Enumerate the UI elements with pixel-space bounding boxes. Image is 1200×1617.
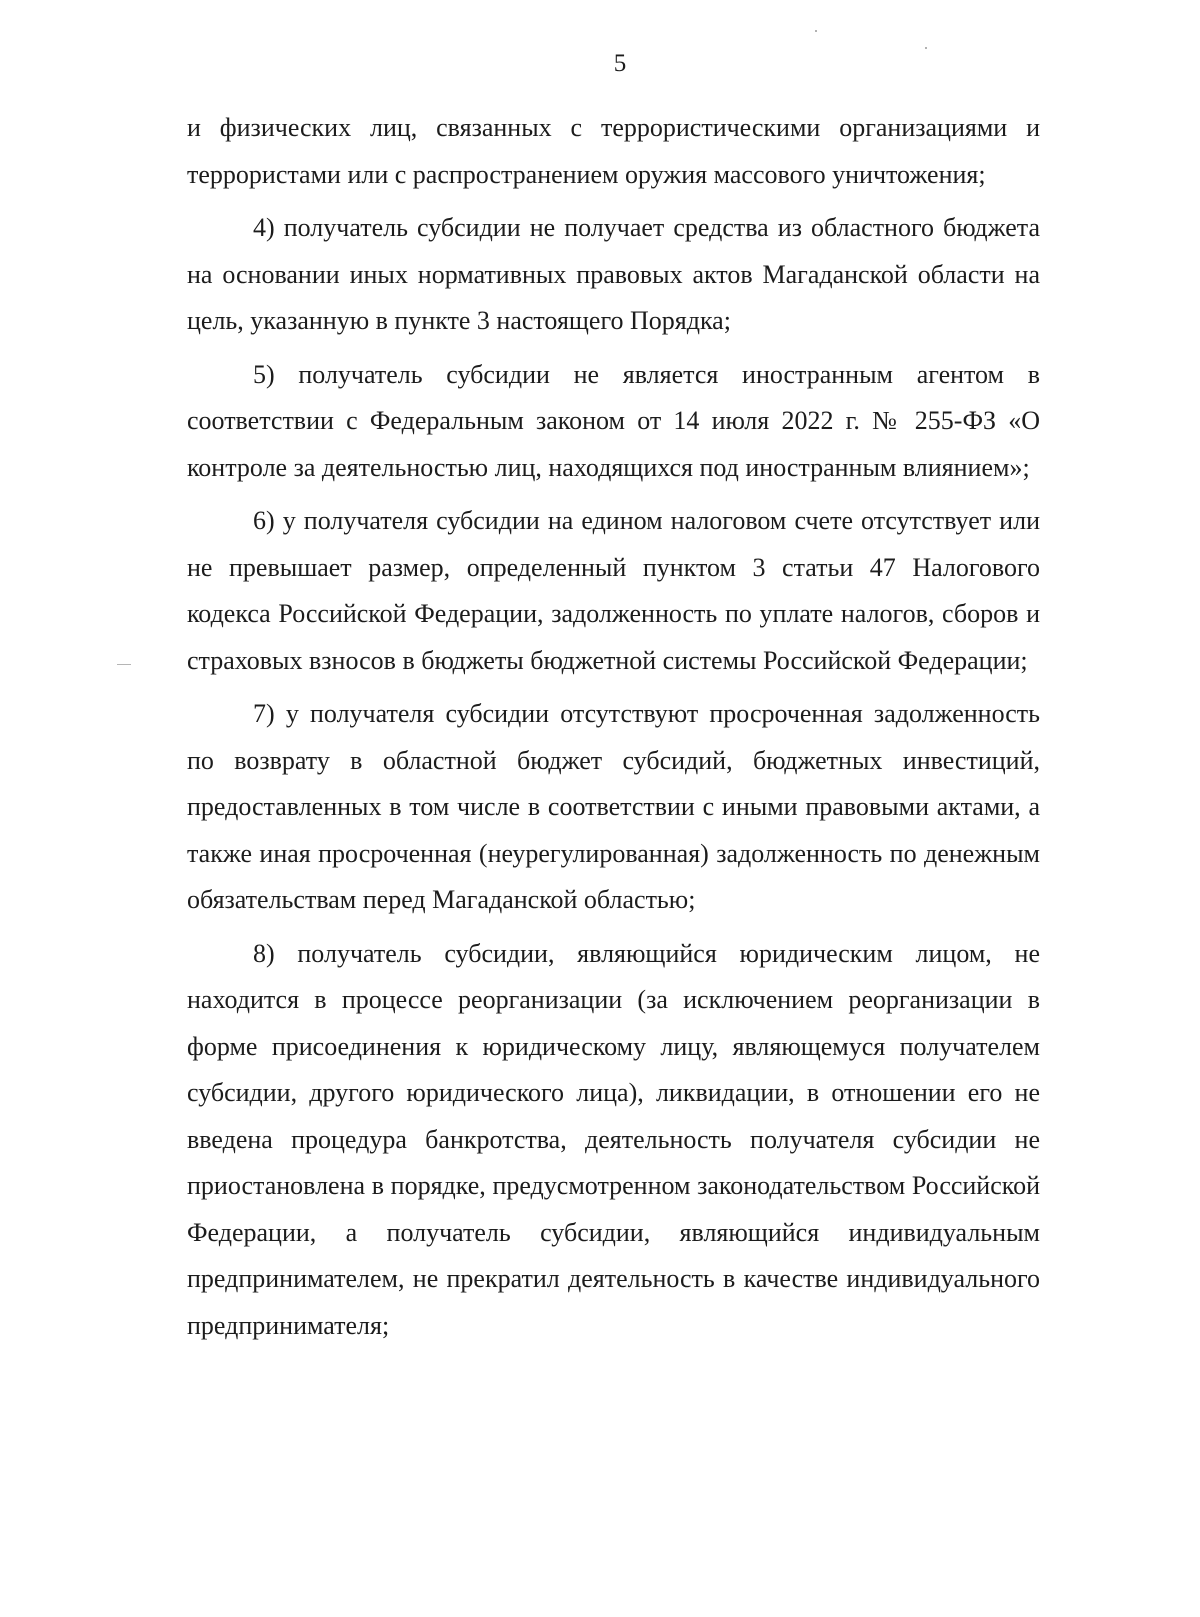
document-body [187, 105, 1040, 1349]
scan-speck [815, 30, 817, 32]
paragraph-item-6: 6) у получателя субсидии на едином налоговом счете отсутствует или не превышает размер, определенный пунктом 3 статьи 47 Налогового кодекса Российской Федерации, задолженность по уплате налогов, сборов и страховых взносов в бюджеты бюджетной системы Российской Федерации; [187, 506, 1040, 675]
page-number: 5 [613, 50, 627, 77]
paragraph-item-5: 5) получатель субсидии не является иностранным агентом в соответствии с Федеральным законом от 14 июля 2022 г. № 255-ФЗ «О контроле за деятельностью лиц, находящихся под иностранным влиянием»; [187, 359, 1040, 482]
paragraph-continuation: и физических лиц, связанных с террористическими организациями и террористами или с распространением оружия массового уничтожения; [187, 113, 1040, 189]
paragraph-item-8: 8) получатель субсидии, являющийся юридическим лицом, не находится в процессе реорганизации (за исключением реорганизации в форме присоединения к юридическому лицу, являющемуся получателем субсидии, другого юридического лица), ликвидации, в отношении его не введена процедура банкротства, деятельность получателя субсидии не приостановлена в порядке, предусмотренном законодательством Российской Федерации, а получатель субсидии, являющийся индивидуальным предпринимателем, не прекратил деятельность в качестве индивидуального предпринимателя; [187, 938, 1040, 1340]
paragraph-item-4: 4) получатель субсидии не получает средства из областного бюджета на основании иных нормативных правовых актов Магаданской области на цель, указанную в пункте 3 настоящего Порядка; [187, 213, 1040, 335]
scan-speck [117, 664, 131, 665]
paragraph-item-7: 7) у получателя субсидии отсутствуют просроченная задолженность по возврату в областной бюджет субсидий, бюджетных инвестиций, предоставленных в том числе в соответствии с иными правовыми актами, а также иная просроченная (неурегулированная) задолженность по денежным обязательствам перед Магаданской областью; [187, 699, 1040, 914]
